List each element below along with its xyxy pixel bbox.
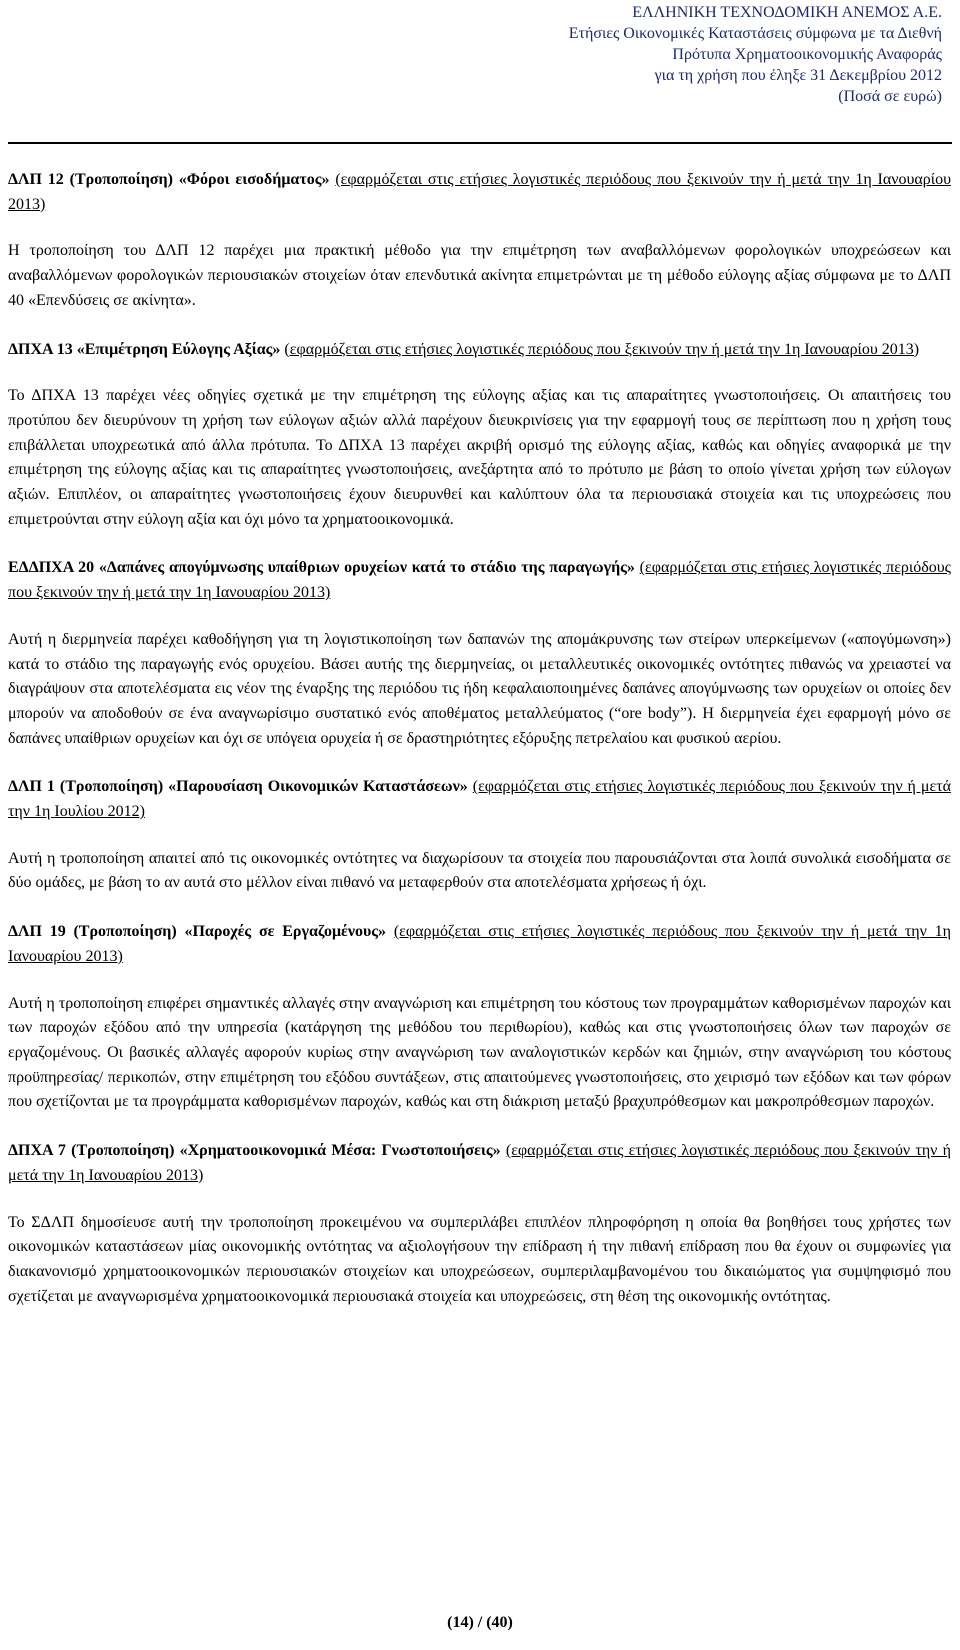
- section-title-line: [8, 168, 951, 217]
- header-line-5: (Ποσά σε ευρώ): [838, 88, 942, 105]
- section-title: ΔΛΠ 19 (Τροποποίηση) «Παροχές σε Εργαζομένους»: [8, 923, 387, 941]
- section-ifrs-13: [8, 338, 951, 533]
- section-title: ΔΛΠ 1 (Τροποποίηση) «Παρουσίαση Οικονομικών Καταστάσεων»: [8, 778, 468, 796]
- header-line-4: για τη χρήση που έληξε 31 Δεκεμβρίου 2012: [654, 67, 942, 84]
- section-title: ΕΔΔΠΧΑ 20 «Δαπάνες απογύμνωσης υπαίθριων ορυχείων κατά το στάδιο της παραγωγής»: [8, 559, 635, 577]
- section-body: Το ΔΠΧΑ 13 παρέχει νέες οδηγίες σχετικά με την επιμέτρηση της εύλογης αξίας και τις απαραίτητες γνωστοποιήσεις. Οι απαιτήσεις του προτύπου δεν διευρύνουν τη χρήση των εύλογων αξιών αλλά παρέχουν διευκρινίσεις για την εφαρμογή τους σε περίπτωση που η χρήση τους επιβάλλεται υποχρεωτικά από άλλα πρότυπα. Το ΔΠΧΑ 13 παρέχει ακριβή ορισμό της εύλογης αξίας, καθώς και οδηγίες αναφορικά με την επιμέτρηση της εύλογης αξίας και τις απαραίτητες γνωστοποιήσεις, ανεξάρτητα από το πρότυπο με βάση το οποίο γίνεται χρήση των εύλογων αξιών. Επιπλέον, οι απαραίτητες γνωστοποιήσεις έχουν διευρυνθεί και καλύπτουν όλα τα περιουσιακά στοιχεία και τις υποχρεώσεις που επιμετρούνται στην εύλογη αξία και όχι μόνο τα χρηματοοικονομικά.: [8, 387, 951, 528]
- section-body: Το ΣΔΛΠ δημοσίευσε αυτή την τροποποίηση προκειμένου να συμπεριλάβει επιπλέον πληροφόρηση η οποία θα βοηθήσει τους χρήστες των οικονομικών καταστάσεων μίας οικονομικής οντότητας να αξιολογήσουν την επίδραση ή την πιθανή επίδραση που θα έχουν οι συμφωνίες για διακανονισμό χρηματοοικονομικών περιουσιακών στοιχείων και υποχρεώσεων, συμπεριλαμβανομένου του δικαιώματος για συμψηφισμό που σχετίζεται με αναγνωρισμένα χρηματοοικονομικά περιουσιακά στοιχεία και υποχρεώσεις, στη θέση της οικονομικής οντότητας.: [8, 1213, 951, 1305]
- section-title: ΔΠΧΑ 13 «Επιμέτρηση Εύλογης Αξίας»: [8, 340, 281, 358]
- company-name: ΕΛΛΗΝΙΚΗ ΤΕΧΝΟΔΟΜΙΚΗ ΑΝΕΜΟΣ Α.Ε.: [632, 4, 942, 21]
- section-title-line: [8, 920, 951, 969]
- section-title-line: [8, 338, 951, 363]
- section-ifrs-7: [8, 1139, 951, 1309]
- section-applies: (εφαρμόζεται στις ετήσιες λογιστικές περιόδους που ξεκινούν την ή μετά την 1η Ιανουαρίου 2013): [8, 171, 952, 213]
- section-applies: (εφαρμόζεται στις ετήσιες λογιστικές περιόδους που ξεκινούν την ή μετά την 1η Ιανουαρίου 2013): [8, 923, 952, 965]
- section-body: Αυτή η διερμηνεία παρέχει καθοδήγηση για τη λογιστικοποίηση των δαπανών της απομάκρυνσης των στείρων υπερκείμενων («απογύμωνση») κατά το στάδιο της παραγωγής ενός ορυχείου. Βάσει αυτής της διερμηνείας, οι μεταλλευτικές οικονομικές οντότητες πιθανώς να χρειαστεί να διαγράψουν στα αποτελέσματα εις νέον της έναρξης της περιόδου τις ήδη κεφαλαιοποιημένες δαπάνες απογύμνωσης των ορυχείων οι οποίες δεν μπορούν να αποδοθούν σε ένα αναγνωρίσιμο συστατικό ενός αποθέματος μεταλλεύματος (“ore body”). Η διερμηνεία έχει εφαρμογή μόνο σε δαπάνες υπαίθριων ορυχείων και όχι σε υπόγεια ορυχεία ή σε δραστηριότητες εξόρυξης πετρελαίου και φυσικού αερίου.: [8, 630, 951, 747]
- section-ias-19: [8, 920, 951, 1115]
- page-number: (14) / (40): [447, 1614, 513, 1631]
- section-title: ΔΛΠ 12 (Τροποποίηση) «Φόροι εισοδήματος»: [8, 171, 330, 188]
- section-title-line: [8, 775, 951, 824]
- header-line-3: Πρότυπα Χρηματοοικονομικής Αναφοράς: [672, 46, 942, 63]
- section-ias-1: [8, 775, 951, 896]
- section-body: Η τροποποίηση του ΔΛΠ 12 παρέχει μια πρακτική μέθοδο για την επιμέτρηση των αναβαλλόμενων φορολογικών υποχρεώσεων και αναβαλλόμενων φορολογικών περιουσιακών στοιχείων όταν επενδυτικά ακίνητα επιμετρώνται με τη μέθοδο εύλογης αξίας σύμφωνα με το ΔΛΠ 40 «Επενδύσεις σε ακίνητα».: [8, 242, 951, 309]
- section-applies: (εφαρμόζεται στις ετήσιες λογιστικές περιόδους που ξεκινούν την ή μετά την 1η Ιανουαρίου 2013): [284, 340, 920, 358]
- section-applies: (εφαρμόζεται στις ετήσιες λογιστικές περιόδους που ξεκινούν την ή μετά την 1η Ιουλίου 2012): [8, 778, 952, 821]
- section-applies: (εφαρμόζεται στις ετήσιες λογιστικές περιόδους που ξεκινούν την ή μετά την 1η Ιανουαρίου 2013): [8, 559, 952, 602]
- section-title-line: [8, 556, 951, 605]
- document-header: [569, 2, 942, 107]
- section-title-line: [8, 1139, 951, 1188]
- header-divider: [8, 142, 952, 144]
- section-body: Αυτή η τροποποίηση επιφέρει σημαντικές αλλαγές στην αναγνώριση και επιμέτρηση του κόστους των προγραμμάτων καθορισμένων παροχών και των παροχών εξόδου από την υπηρεσία (κατάργηση της μεθόδου του περιθωρίου), καθώς και στις γνωστοποιήσεις όλων των παροχών σε εργαζομένους. Οι βασικές αλλαγές αφορούν κυρίως στην αναγνώριση των αναλογιστικών κερδών και ζημιών, στην αναγνώριση του κόστους προϋπηρεσίας/ περικοπών, στην επιμέτρηση του εξόδου συντάξεων, στις απαιτούμενες γνωστοποιήσεις, στο χειρισμό των εξόδων και των φόρων που σχετίζονται με τα προγράμματα καθορισμένων παροχών, καθώς και στη διάκριση μεταξύ βραχυπρόθεσμων και μακροπρόθεσμων παροχών.: [8, 994, 951, 1111]
- section-ias-12: [8, 168, 951, 314]
- header-line-2: Ετήσιες Οικονομικές Καταστάσεις σύμφωνα με τα Διεθνή: [568, 25, 942, 42]
- section-title: ΔΠΧΑ 7 (Τροποποίηση) «Χρηματοοικονομικά Μέσα: Γνωστοποιήσεις»: [8, 1142, 501, 1160]
- document-body: [8, 168, 951, 1333]
- section-body: Αυτή η τροποποίηση απαιτεί από τις οικονομικές οντότητες να διαχωρίσουν τα στοιχεία που παρουσιάζονται στα λοιπά συνολικά εισοδήματα σε δύο ομάδες, με βάση το αν αυτά στο μέλλον είναι πιθανό να μεταφερθούν στα αποτελέσματα χρήσεως ή όχι.: [8, 849, 951, 892]
- section-applies: (εφαρμόζεται στις ετήσιες λογιστικές περιόδους που ξεκινούν την ή μετά την 1η Ιανουαρίου 2013): [8, 1142, 952, 1184]
- section-ifric-20: [8, 556, 951, 751]
